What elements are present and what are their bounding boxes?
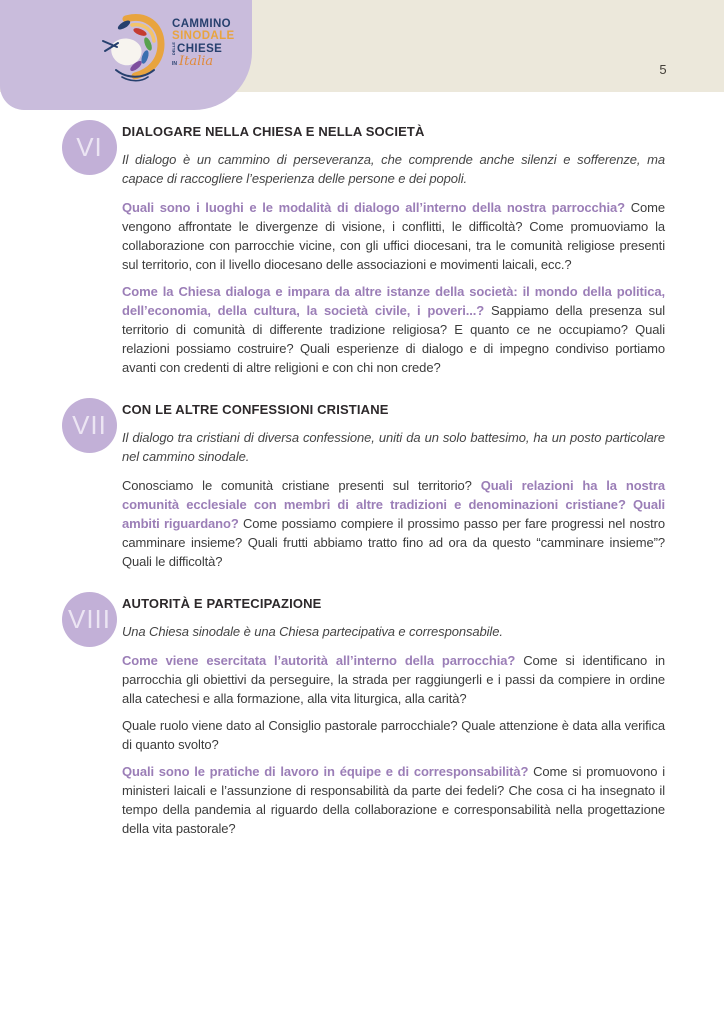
logo-word-sinodale: SINODALE bbox=[172, 30, 235, 42]
question-paragraph bbox=[122, 716, 665, 754]
section-body bbox=[122, 591, 665, 838]
question-text: Conosciamo le comunità cristiane presenti sul territorio? bbox=[122, 478, 481, 493]
page-number: 5 bbox=[659, 62, 667, 77]
synod-logo bbox=[98, 10, 235, 86]
synod-dove-logo-icon bbox=[98, 10, 168, 86]
section-number-badge bbox=[62, 592, 117, 647]
logo-word-delle: DELLE bbox=[171, 42, 176, 56]
section-body bbox=[122, 397, 665, 571]
section-title: DIALOGARE NELLA CHIESA E NELLA SOCIETÀ bbox=[122, 124, 425, 139]
logo-word-cammino: CAMMINO bbox=[172, 18, 232, 30]
question-paragraph bbox=[122, 651, 665, 708]
section-vi bbox=[62, 119, 665, 377]
section-number-badge bbox=[62, 120, 117, 175]
question-paragraph bbox=[122, 282, 665, 377]
page-content bbox=[62, 92, 665, 858]
section-vii bbox=[62, 397, 665, 571]
section-viii bbox=[62, 591, 665, 838]
section-numeral: VII bbox=[72, 410, 107, 440]
section-body bbox=[122, 119, 665, 377]
section-numeral: VI bbox=[76, 132, 103, 162]
question-paragraph bbox=[122, 198, 665, 274]
question-text: Come possiamo compiere il prossimo passo per fare progressi nel nostro camminare insieme? Quali frutti abbiamo tratto fino ad ora da questo “camminare insieme”? Quali le difficoltà? bbox=[122, 516, 665, 569]
logo-word-italia: Italia bbox=[179, 54, 214, 70]
logo-wordmark bbox=[172, 18, 235, 86]
section-title: CON LE ALTRE CONFESSIONI CRISTIANE bbox=[122, 402, 389, 417]
section-title: AUTORITÀ E PARTECIPAZIONE bbox=[122, 596, 322, 611]
question-highlight: Quali relazioni ha la nostra comunità ecclesiale con membri di altre tradizioni e denominazioni cristiane? Quali ambiti riguardano? bbox=[122, 478, 665, 531]
question-text: Quale ruolo viene dato al Consiglio pastorale parrocchiale? Quale attenzione è data alla verifica di quanto svolto? bbox=[122, 718, 665, 752]
question-highlight: Come la Chiesa dialoga e impara da altre istanze della società: il mondo della politica, dell’economia, della cultura, la società civile, i poveri...? bbox=[122, 284, 665, 318]
question-text: Come vengono affrontate le divergenze di visione, i conflitti, le difficoltà? Come promuoviamo la collaborazione con parrocchie vicine, con gli uffici diocesani, tra le comunità religiose presenti sul territorio, con il livello diocesano delle associazioni e movimenti laicali, ecc.? bbox=[122, 200, 665, 272]
section-intro: Una Chiesa sinodale è una Chiesa partecipativa e corresponsabile. bbox=[122, 624, 503, 639]
question-text: Come si identificano in parrocchia gli obiettivi da perseguire, la strada per raggiungerli e i passi da compiere in ordine alla catechesi e alla formazione, alla vita liturgica, alla carità? bbox=[122, 653, 665, 706]
section-numeral: VIII bbox=[67, 604, 111, 634]
question-highlight: Quali sono le pratiche di lavoro in équipe e di corresponsabilità? bbox=[122, 764, 534, 779]
logo-word-in: IN bbox=[172, 61, 177, 68]
question-paragraph bbox=[122, 762, 665, 838]
logo-word-chiese: CHIESE bbox=[177, 42, 223, 55]
question-text: Come si promuovono i ministeri laicali e l’assunzione di responsabilità da parte dei fedeli? Che cosa ci ha insegnato il tempo della pandemia al riguardo della collaborazione e corresponsabilità nella progettazione della vita pastorale? bbox=[122, 764, 666, 836]
section-number-badge bbox=[62, 398, 117, 453]
section-intro: Il dialogo è un cammino di perseveranza, che comprende anche silenzi e sofferenze, ma capace di raccogliere l’esperienza delle persone e dei popoli. bbox=[122, 152, 665, 186]
question-text: Sappiamo della presenza sul territorio di comunità di differente tradizione religiosa? E quanto ce ne occupiamo? Quali relazioni possiamo costruire? Quali esperienze di dialogo e di impegno condiviso portiamo avanti con credenti di altre religioni e con chi non crede? bbox=[122, 303, 665, 375]
question-paragraph bbox=[122, 476, 665, 571]
section-intro: Il dialogo tra cristiani di diversa confessione, uniti da un solo battesimo, ha un posto particolare nel cammino sinodale. bbox=[122, 430, 665, 464]
question-highlight: Come viene esercitata l’autorità all’interno della parrocchia? bbox=[122, 653, 524, 668]
question-highlight: Quali sono i luoghi e le modalità di dialogo all’interno della nostra parrocchia? bbox=[122, 200, 631, 215]
